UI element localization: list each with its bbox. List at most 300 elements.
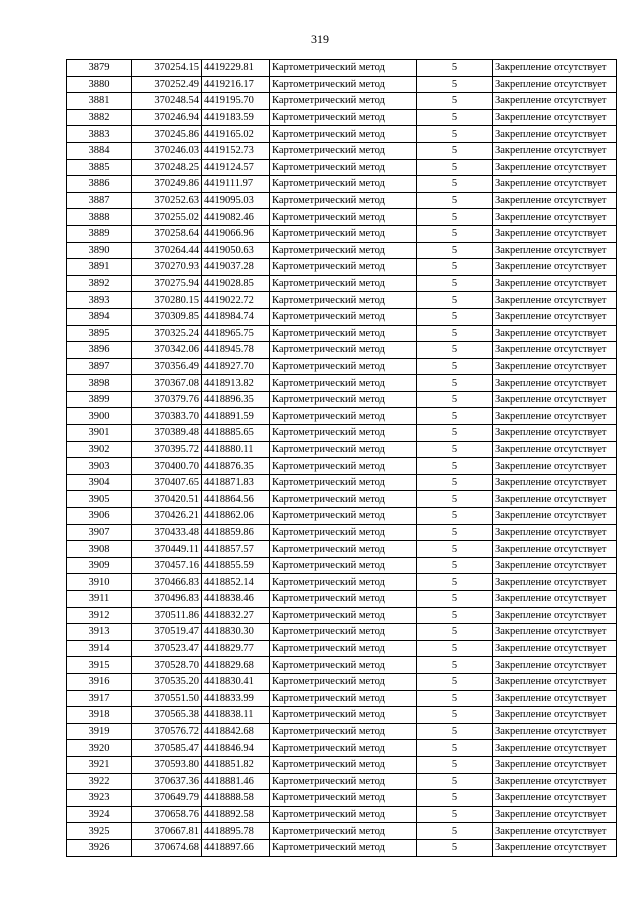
method-cell: Картометрический метод bbox=[270, 723, 417, 740]
method-cell: Картометрический метод bbox=[270, 491, 417, 508]
y-coordinate-cell: 4418855.59 bbox=[202, 557, 270, 574]
fixing-cell: Закрепление отсутствует bbox=[493, 275, 617, 292]
table-row bbox=[67, 60, 617, 77]
method-cell: Картометрический метод bbox=[270, 591, 417, 608]
coordinates-table-body bbox=[67, 60, 617, 857]
method-cell: Картометрический метод bbox=[270, 823, 417, 840]
table-row bbox=[67, 574, 617, 591]
point-number-cell: 3918 bbox=[67, 707, 132, 724]
table-row bbox=[67, 358, 617, 375]
fixing-cell: Закрепление отсутствует bbox=[493, 192, 617, 209]
method-cell: Картометрический метод bbox=[270, 209, 417, 226]
fixing-cell: Закрепление отсутствует bbox=[493, 142, 617, 159]
accuracy-cell: 5 bbox=[417, 723, 493, 740]
y-coordinate-cell: 4418833.99 bbox=[202, 690, 270, 707]
method-cell: Картометрический метод bbox=[270, 93, 417, 110]
method-cell: Картометрический метод bbox=[270, 624, 417, 641]
x-coordinate-cell: 370551.50 bbox=[132, 690, 202, 707]
point-number-cell: 3890 bbox=[67, 242, 132, 259]
y-coordinate-cell: 4418838.11 bbox=[202, 707, 270, 724]
y-coordinate-cell: 4418852.14 bbox=[202, 574, 270, 591]
fixing-cell: Закрепление отсутствует bbox=[493, 292, 617, 309]
fixing-cell: Закрепление отсутствует bbox=[493, 707, 617, 724]
accuracy-cell: 5 bbox=[417, 673, 493, 690]
y-coordinate-cell: 4418829.68 bbox=[202, 657, 270, 674]
x-coordinate-cell: 370258.64 bbox=[132, 225, 202, 242]
point-number-cell: 3881 bbox=[67, 93, 132, 110]
table-row bbox=[67, 591, 617, 608]
method-cell: Картометрический метод bbox=[270, 806, 417, 823]
fixing-cell: Закрепление отсутствует bbox=[493, 474, 617, 491]
point-number-cell: 3891 bbox=[67, 259, 132, 276]
table-row bbox=[67, 159, 617, 176]
accuracy-cell: 5 bbox=[417, 425, 493, 442]
table-row bbox=[67, 176, 617, 193]
x-coordinate-cell: 370420.51 bbox=[132, 491, 202, 508]
x-coordinate-cell: 370535.20 bbox=[132, 673, 202, 690]
table-row bbox=[67, 391, 617, 408]
y-coordinate-cell: 4418881.46 bbox=[202, 773, 270, 790]
method-cell: Картометрический метод bbox=[270, 557, 417, 574]
y-coordinate-cell: 4418880.11 bbox=[202, 441, 270, 458]
table-row bbox=[67, 425, 617, 442]
x-coordinate-cell: 370270.93 bbox=[132, 259, 202, 276]
y-coordinate-cell: 4418876.35 bbox=[202, 458, 270, 475]
point-number-cell: 3907 bbox=[67, 524, 132, 541]
x-coordinate-cell: 370528.70 bbox=[132, 657, 202, 674]
x-coordinate-cell: 370275.94 bbox=[132, 275, 202, 292]
point-number-cell: 3882 bbox=[67, 109, 132, 126]
fixing-cell: Закрепление отсутствует bbox=[493, 640, 617, 657]
method-cell: Картометрический метод bbox=[270, 541, 417, 558]
accuracy-cell: 5 bbox=[417, 790, 493, 807]
point-number-cell: 3896 bbox=[67, 342, 132, 359]
y-coordinate-cell: 4419152.73 bbox=[202, 142, 270, 159]
point-number-cell: 3910 bbox=[67, 574, 132, 591]
x-coordinate-cell: 370245.86 bbox=[132, 126, 202, 143]
y-coordinate-cell: 4418965.75 bbox=[202, 325, 270, 342]
accuracy-cell: 5 bbox=[417, 93, 493, 110]
page-number: 319 bbox=[311, 32, 329, 46]
table-row bbox=[67, 275, 617, 292]
point-number-cell: 3926 bbox=[67, 839, 132, 856]
point-number-cell: 3898 bbox=[67, 375, 132, 392]
method-cell: Картометрический метод bbox=[270, 292, 417, 309]
y-coordinate-cell: 4418891.59 bbox=[202, 408, 270, 425]
table-row bbox=[67, 192, 617, 209]
accuracy-cell: 5 bbox=[417, 557, 493, 574]
x-coordinate-cell: 370426.21 bbox=[132, 508, 202, 525]
x-coordinate-cell: 370367.08 bbox=[132, 375, 202, 392]
y-coordinate-cell: 4418871.83 bbox=[202, 474, 270, 491]
x-coordinate-cell: 370356.49 bbox=[132, 358, 202, 375]
point-number-cell: 3922 bbox=[67, 773, 132, 790]
point-number-cell: 3894 bbox=[67, 308, 132, 325]
method-cell: Картометрический метод bbox=[270, 342, 417, 359]
method-cell: Картометрический метод bbox=[270, 441, 417, 458]
point-number-cell: 3911 bbox=[67, 591, 132, 608]
point-number-cell: 3913 bbox=[67, 624, 132, 641]
accuracy-cell: 5 bbox=[417, 839, 493, 856]
table-row bbox=[67, 458, 617, 475]
y-coordinate-cell: 4418842.68 bbox=[202, 723, 270, 740]
y-coordinate-cell: 4418895.78 bbox=[202, 823, 270, 840]
y-coordinate-cell: 4419229.81 bbox=[202, 60, 270, 77]
accuracy-cell: 5 bbox=[417, 60, 493, 77]
table-row bbox=[67, 806, 617, 823]
accuracy-cell: 5 bbox=[417, 806, 493, 823]
y-coordinate-cell: 4418829.77 bbox=[202, 640, 270, 657]
method-cell: Картометрический метод bbox=[270, 126, 417, 143]
x-coordinate-cell: 370400.70 bbox=[132, 458, 202, 475]
point-number-cell: 3906 bbox=[67, 508, 132, 525]
accuracy-cell: 5 bbox=[417, 76, 493, 93]
accuracy-cell: 5 bbox=[417, 541, 493, 558]
y-coordinate-cell: 4419050.63 bbox=[202, 242, 270, 259]
table-row bbox=[67, 242, 617, 259]
x-coordinate-cell: 370407.65 bbox=[132, 474, 202, 491]
accuracy-cell: 5 bbox=[417, 441, 493, 458]
fixing-cell: Закрепление отсутствует bbox=[493, 574, 617, 591]
method-cell: Картометрический метод bbox=[270, 109, 417, 126]
x-coordinate-cell: 370674.68 bbox=[132, 839, 202, 856]
fixing-cell: Закрепление отсутствует bbox=[493, 740, 617, 757]
method-cell: Картометрический метод bbox=[270, 308, 417, 325]
y-coordinate-cell: 4419082.46 bbox=[202, 209, 270, 226]
table-row bbox=[67, 707, 617, 724]
accuracy-cell: 5 bbox=[417, 574, 493, 591]
fixing-cell: Закрепление отсутствует bbox=[493, 391, 617, 408]
x-coordinate-cell: 370523.47 bbox=[132, 640, 202, 657]
table-row bbox=[67, 657, 617, 674]
y-coordinate-cell: 4418896.35 bbox=[202, 391, 270, 408]
x-coordinate-cell: 370249.86 bbox=[132, 176, 202, 193]
fixing-cell: Закрепление отсутствует bbox=[493, 259, 617, 276]
fixing-cell: Закрепление отсутствует bbox=[493, 790, 617, 807]
x-coordinate-cell: 370379.76 bbox=[132, 391, 202, 408]
method-cell: Картометрический метод bbox=[270, 640, 417, 657]
x-coordinate-cell: 370449.11 bbox=[132, 541, 202, 558]
y-coordinate-cell: 4418857.57 bbox=[202, 541, 270, 558]
y-coordinate-cell: 4418984.74 bbox=[202, 308, 270, 325]
accuracy-cell: 5 bbox=[417, 657, 493, 674]
point-number-cell: 3884 bbox=[67, 142, 132, 159]
table-row bbox=[67, 308, 617, 325]
y-coordinate-cell: 4419216.17 bbox=[202, 76, 270, 93]
y-coordinate-cell: 4418945.78 bbox=[202, 342, 270, 359]
x-coordinate-cell: 370254.15 bbox=[132, 60, 202, 77]
y-coordinate-cell: 4419195.70 bbox=[202, 93, 270, 110]
method-cell: Картометрический метод bbox=[270, 690, 417, 707]
fixing-cell: Закрепление отсутствует bbox=[493, 557, 617, 574]
x-coordinate-cell: 370565.38 bbox=[132, 707, 202, 724]
fixing-cell: Закрепление отсутствует bbox=[493, 342, 617, 359]
method-cell: Картометрический метод bbox=[270, 458, 417, 475]
table-row bbox=[67, 408, 617, 425]
table-row bbox=[67, 209, 617, 226]
x-coordinate-cell: 370264.44 bbox=[132, 242, 202, 259]
point-number-cell: 3883 bbox=[67, 126, 132, 143]
x-coordinate-cell: 370395.72 bbox=[132, 441, 202, 458]
y-coordinate-cell: 4418888.58 bbox=[202, 790, 270, 807]
accuracy-cell: 5 bbox=[417, 607, 493, 624]
accuracy-cell: 5 bbox=[417, 142, 493, 159]
fixing-cell: Закрепление отсутствует bbox=[493, 242, 617, 259]
table-row bbox=[67, 474, 617, 491]
accuracy-cell: 5 bbox=[417, 707, 493, 724]
accuracy-cell: 5 bbox=[417, 624, 493, 641]
y-coordinate-cell: 4418832.27 bbox=[202, 607, 270, 624]
method-cell: Картометрический метод bbox=[270, 275, 417, 292]
accuracy-cell: 5 bbox=[417, 109, 493, 126]
x-coordinate-cell: 370593.80 bbox=[132, 756, 202, 773]
x-coordinate-cell: 370576.72 bbox=[132, 723, 202, 740]
method-cell: Картометрический метод bbox=[270, 790, 417, 807]
point-number-cell: 3912 bbox=[67, 607, 132, 624]
x-coordinate-cell: 370246.94 bbox=[132, 109, 202, 126]
y-coordinate-cell: 4419095.03 bbox=[202, 192, 270, 209]
x-coordinate-cell: 370457.16 bbox=[132, 557, 202, 574]
x-coordinate-cell: 370246.03 bbox=[132, 142, 202, 159]
x-coordinate-cell: 370252.63 bbox=[132, 192, 202, 209]
y-coordinate-cell: 4419165.02 bbox=[202, 126, 270, 143]
accuracy-cell: 5 bbox=[417, 690, 493, 707]
table-row bbox=[67, 441, 617, 458]
fixing-cell: Закрепление отсутствует bbox=[493, 209, 617, 226]
method-cell: Картометрический метод bbox=[270, 673, 417, 690]
fixing-cell: Закрепление отсутствует bbox=[493, 624, 617, 641]
method-cell: Картометрический метод bbox=[270, 76, 417, 93]
method-cell: Картометрический метод bbox=[270, 574, 417, 591]
point-number-cell: 3921 bbox=[67, 756, 132, 773]
table-row bbox=[67, 790, 617, 807]
y-coordinate-cell: 4418838.46 bbox=[202, 591, 270, 608]
table-row bbox=[67, 690, 617, 707]
method-cell: Картометрический метод bbox=[270, 242, 417, 259]
accuracy-cell: 5 bbox=[417, 640, 493, 657]
fixing-cell: Закрепление отсутствует bbox=[493, 806, 617, 823]
accuracy-cell: 5 bbox=[417, 358, 493, 375]
fixing-cell: Закрепление отсутствует bbox=[493, 225, 617, 242]
table-row bbox=[67, 109, 617, 126]
method-cell: Картометрический метод bbox=[270, 225, 417, 242]
fixing-cell: Закрепление отсутствует bbox=[493, 591, 617, 608]
method-cell: Картометрический метод bbox=[270, 707, 417, 724]
table-row bbox=[67, 508, 617, 525]
point-number-cell: 3917 bbox=[67, 690, 132, 707]
fixing-cell: Закрепление отсутствует bbox=[493, 93, 617, 110]
accuracy-cell: 5 bbox=[417, 159, 493, 176]
y-coordinate-cell: 4419183.59 bbox=[202, 109, 270, 126]
x-coordinate-cell: 370248.54 bbox=[132, 93, 202, 110]
accuracy-cell: 5 bbox=[417, 756, 493, 773]
method-cell: Картометрический метод bbox=[270, 425, 417, 442]
method-cell: Картометрический метод bbox=[270, 607, 417, 624]
fixing-cell: Закрепление отсутствует bbox=[493, 690, 617, 707]
fixing-cell: Закрепление отсутствует bbox=[493, 673, 617, 690]
fixing-cell: Закрепление отсутствует bbox=[493, 308, 617, 325]
accuracy-cell: 5 bbox=[417, 773, 493, 790]
point-number-cell: 3925 bbox=[67, 823, 132, 840]
accuracy-cell: 5 bbox=[417, 591, 493, 608]
y-coordinate-cell: 4418913.82 bbox=[202, 375, 270, 392]
y-coordinate-cell: 4419124.57 bbox=[202, 159, 270, 176]
method-cell: Картометрический метод bbox=[270, 176, 417, 193]
x-coordinate-cell: 370389.48 bbox=[132, 425, 202, 442]
fixing-cell: Закрепление отсутствует bbox=[493, 773, 617, 790]
y-coordinate-cell: 4419066.96 bbox=[202, 225, 270, 242]
fixing-cell: Закрепление отсутствует bbox=[493, 458, 617, 475]
method-cell: Картометрический метод bbox=[270, 657, 417, 674]
accuracy-cell: 5 bbox=[417, 342, 493, 359]
fixing-cell: Закрепление отсутствует bbox=[493, 109, 617, 126]
point-number-cell: 3899 bbox=[67, 391, 132, 408]
table-row bbox=[67, 93, 617, 110]
point-number-cell: 3880 bbox=[67, 76, 132, 93]
point-number-cell: 3904 bbox=[67, 474, 132, 491]
y-coordinate-cell: 4418862.06 bbox=[202, 508, 270, 525]
y-coordinate-cell: 4419028.85 bbox=[202, 275, 270, 292]
fixing-cell: Закрепление отсутствует bbox=[493, 126, 617, 143]
x-coordinate-cell: 370649.79 bbox=[132, 790, 202, 807]
y-coordinate-cell: 4418846.94 bbox=[202, 740, 270, 757]
fixing-cell: Закрепление отсутствует bbox=[493, 76, 617, 93]
method-cell: Картометрический метод bbox=[270, 159, 417, 176]
point-number-cell: 3892 bbox=[67, 275, 132, 292]
table-row bbox=[67, 126, 617, 143]
x-coordinate-cell: 370511.86 bbox=[132, 607, 202, 624]
table-row bbox=[67, 225, 617, 242]
x-coordinate-cell: 370519.47 bbox=[132, 624, 202, 641]
point-number-cell: 3886 bbox=[67, 176, 132, 193]
y-coordinate-cell: 4418885.65 bbox=[202, 425, 270, 442]
fixing-cell: Закрепление отсутствует bbox=[493, 491, 617, 508]
method-cell: Картометрический метод bbox=[270, 756, 417, 773]
table-row bbox=[67, 375, 617, 392]
method-cell: Картометрический метод bbox=[270, 391, 417, 408]
point-number-cell: 3909 bbox=[67, 557, 132, 574]
y-coordinate-cell: 4419111.97 bbox=[202, 176, 270, 193]
table-row bbox=[67, 491, 617, 508]
accuracy-cell: 5 bbox=[417, 375, 493, 392]
point-number-cell: 3916 bbox=[67, 673, 132, 690]
fixing-cell: Закрепление отсутствует bbox=[493, 408, 617, 425]
accuracy-cell: 5 bbox=[417, 225, 493, 242]
table-row bbox=[67, 723, 617, 740]
table-row bbox=[67, 673, 617, 690]
table-row bbox=[67, 823, 617, 840]
table-row bbox=[67, 773, 617, 790]
x-coordinate-cell: 370248.25 bbox=[132, 159, 202, 176]
fixing-cell: Закрепление отсутствует bbox=[493, 823, 617, 840]
fixing-cell: Закрепление отсутствует bbox=[493, 607, 617, 624]
fixing-cell: Закрепление отсутствует bbox=[493, 325, 617, 342]
point-number-cell: 3879 bbox=[67, 60, 132, 77]
y-coordinate-cell: 4418830.41 bbox=[202, 673, 270, 690]
point-number-cell: 3887 bbox=[67, 192, 132, 209]
accuracy-cell: 5 bbox=[417, 176, 493, 193]
point-number-cell: 3900 bbox=[67, 408, 132, 425]
point-number-cell: 3924 bbox=[67, 806, 132, 823]
method-cell: Картометрический метод bbox=[270, 142, 417, 159]
table-row bbox=[67, 142, 617, 159]
x-coordinate-cell: 370658.76 bbox=[132, 806, 202, 823]
accuracy-cell: 5 bbox=[417, 308, 493, 325]
point-number-cell: 3923 bbox=[67, 790, 132, 807]
y-coordinate-cell: 4419037.28 bbox=[202, 259, 270, 276]
point-number-cell: 3893 bbox=[67, 292, 132, 309]
point-number-cell: 3902 bbox=[67, 441, 132, 458]
method-cell: Картометрический метод bbox=[270, 408, 417, 425]
fixing-cell: Закрепление отсутствует bbox=[493, 541, 617, 558]
point-number-cell: 3914 bbox=[67, 640, 132, 657]
method-cell: Картометрический метод bbox=[270, 325, 417, 342]
table-row bbox=[67, 76, 617, 93]
fixing-cell: Закрепление отсутствует bbox=[493, 441, 617, 458]
fixing-cell: Закрепление отсутствует bbox=[493, 723, 617, 740]
table-row bbox=[67, 342, 617, 359]
x-coordinate-cell: 370383.70 bbox=[132, 408, 202, 425]
method-cell: Картометрический метод bbox=[270, 773, 417, 790]
point-number-cell: 3895 bbox=[67, 325, 132, 342]
x-coordinate-cell: 370252.49 bbox=[132, 76, 202, 93]
accuracy-cell: 5 bbox=[417, 408, 493, 425]
y-coordinate-cell: 4418830.30 bbox=[202, 624, 270, 641]
table-row bbox=[67, 607, 617, 624]
method-cell: Картометрический метод bbox=[270, 192, 417, 209]
accuracy-cell: 5 bbox=[417, 292, 493, 309]
x-coordinate-cell: 370280.15 bbox=[132, 292, 202, 309]
fixing-cell: Закрепление отсутствует bbox=[493, 756, 617, 773]
accuracy-cell: 5 bbox=[417, 391, 493, 408]
x-coordinate-cell: 370667.81 bbox=[132, 823, 202, 840]
accuracy-cell: 5 bbox=[417, 823, 493, 840]
x-coordinate-cell: 370309.85 bbox=[132, 308, 202, 325]
accuracy-cell: 5 bbox=[417, 508, 493, 525]
point-number-cell: 3920 bbox=[67, 740, 132, 757]
table-row bbox=[67, 292, 617, 309]
point-number-cell: 3915 bbox=[67, 657, 132, 674]
x-coordinate-cell: 370585.47 bbox=[132, 740, 202, 757]
point-number-cell: 3908 bbox=[67, 541, 132, 558]
accuracy-cell: 5 bbox=[417, 740, 493, 757]
accuracy-cell: 5 bbox=[417, 275, 493, 292]
accuracy-cell: 5 bbox=[417, 259, 493, 276]
method-cell: Картометрический метод bbox=[270, 508, 417, 525]
table-row bbox=[67, 557, 617, 574]
fixing-cell: Закрепление отсутствует bbox=[493, 839, 617, 856]
method-cell: Картометрический метод bbox=[270, 524, 417, 541]
point-number-cell: 3888 bbox=[67, 209, 132, 226]
point-number-cell: 3889 bbox=[67, 225, 132, 242]
table-row bbox=[67, 740, 617, 757]
x-coordinate-cell: 370342.06 bbox=[132, 342, 202, 359]
x-coordinate-cell: 370433.48 bbox=[132, 524, 202, 541]
table-row bbox=[67, 640, 617, 657]
x-coordinate-cell: 370496.83 bbox=[132, 591, 202, 608]
accuracy-cell: 5 bbox=[417, 126, 493, 143]
point-number-cell: 3901 bbox=[67, 425, 132, 442]
y-coordinate-cell: 4418892.58 bbox=[202, 806, 270, 823]
y-coordinate-cell: 4418864.56 bbox=[202, 491, 270, 508]
x-coordinate-cell: 370637.36 bbox=[132, 773, 202, 790]
fixing-cell: Закрепление отсутствует bbox=[493, 159, 617, 176]
y-coordinate-cell: 4418851.82 bbox=[202, 756, 270, 773]
method-cell: Картометрический метод bbox=[270, 839, 417, 856]
accuracy-cell: 5 bbox=[417, 192, 493, 209]
x-coordinate-cell: 370325.24 bbox=[132, 325, 202, 342]
method-cell: Картометрический метод bbox=[270, 259, 417, 276]
